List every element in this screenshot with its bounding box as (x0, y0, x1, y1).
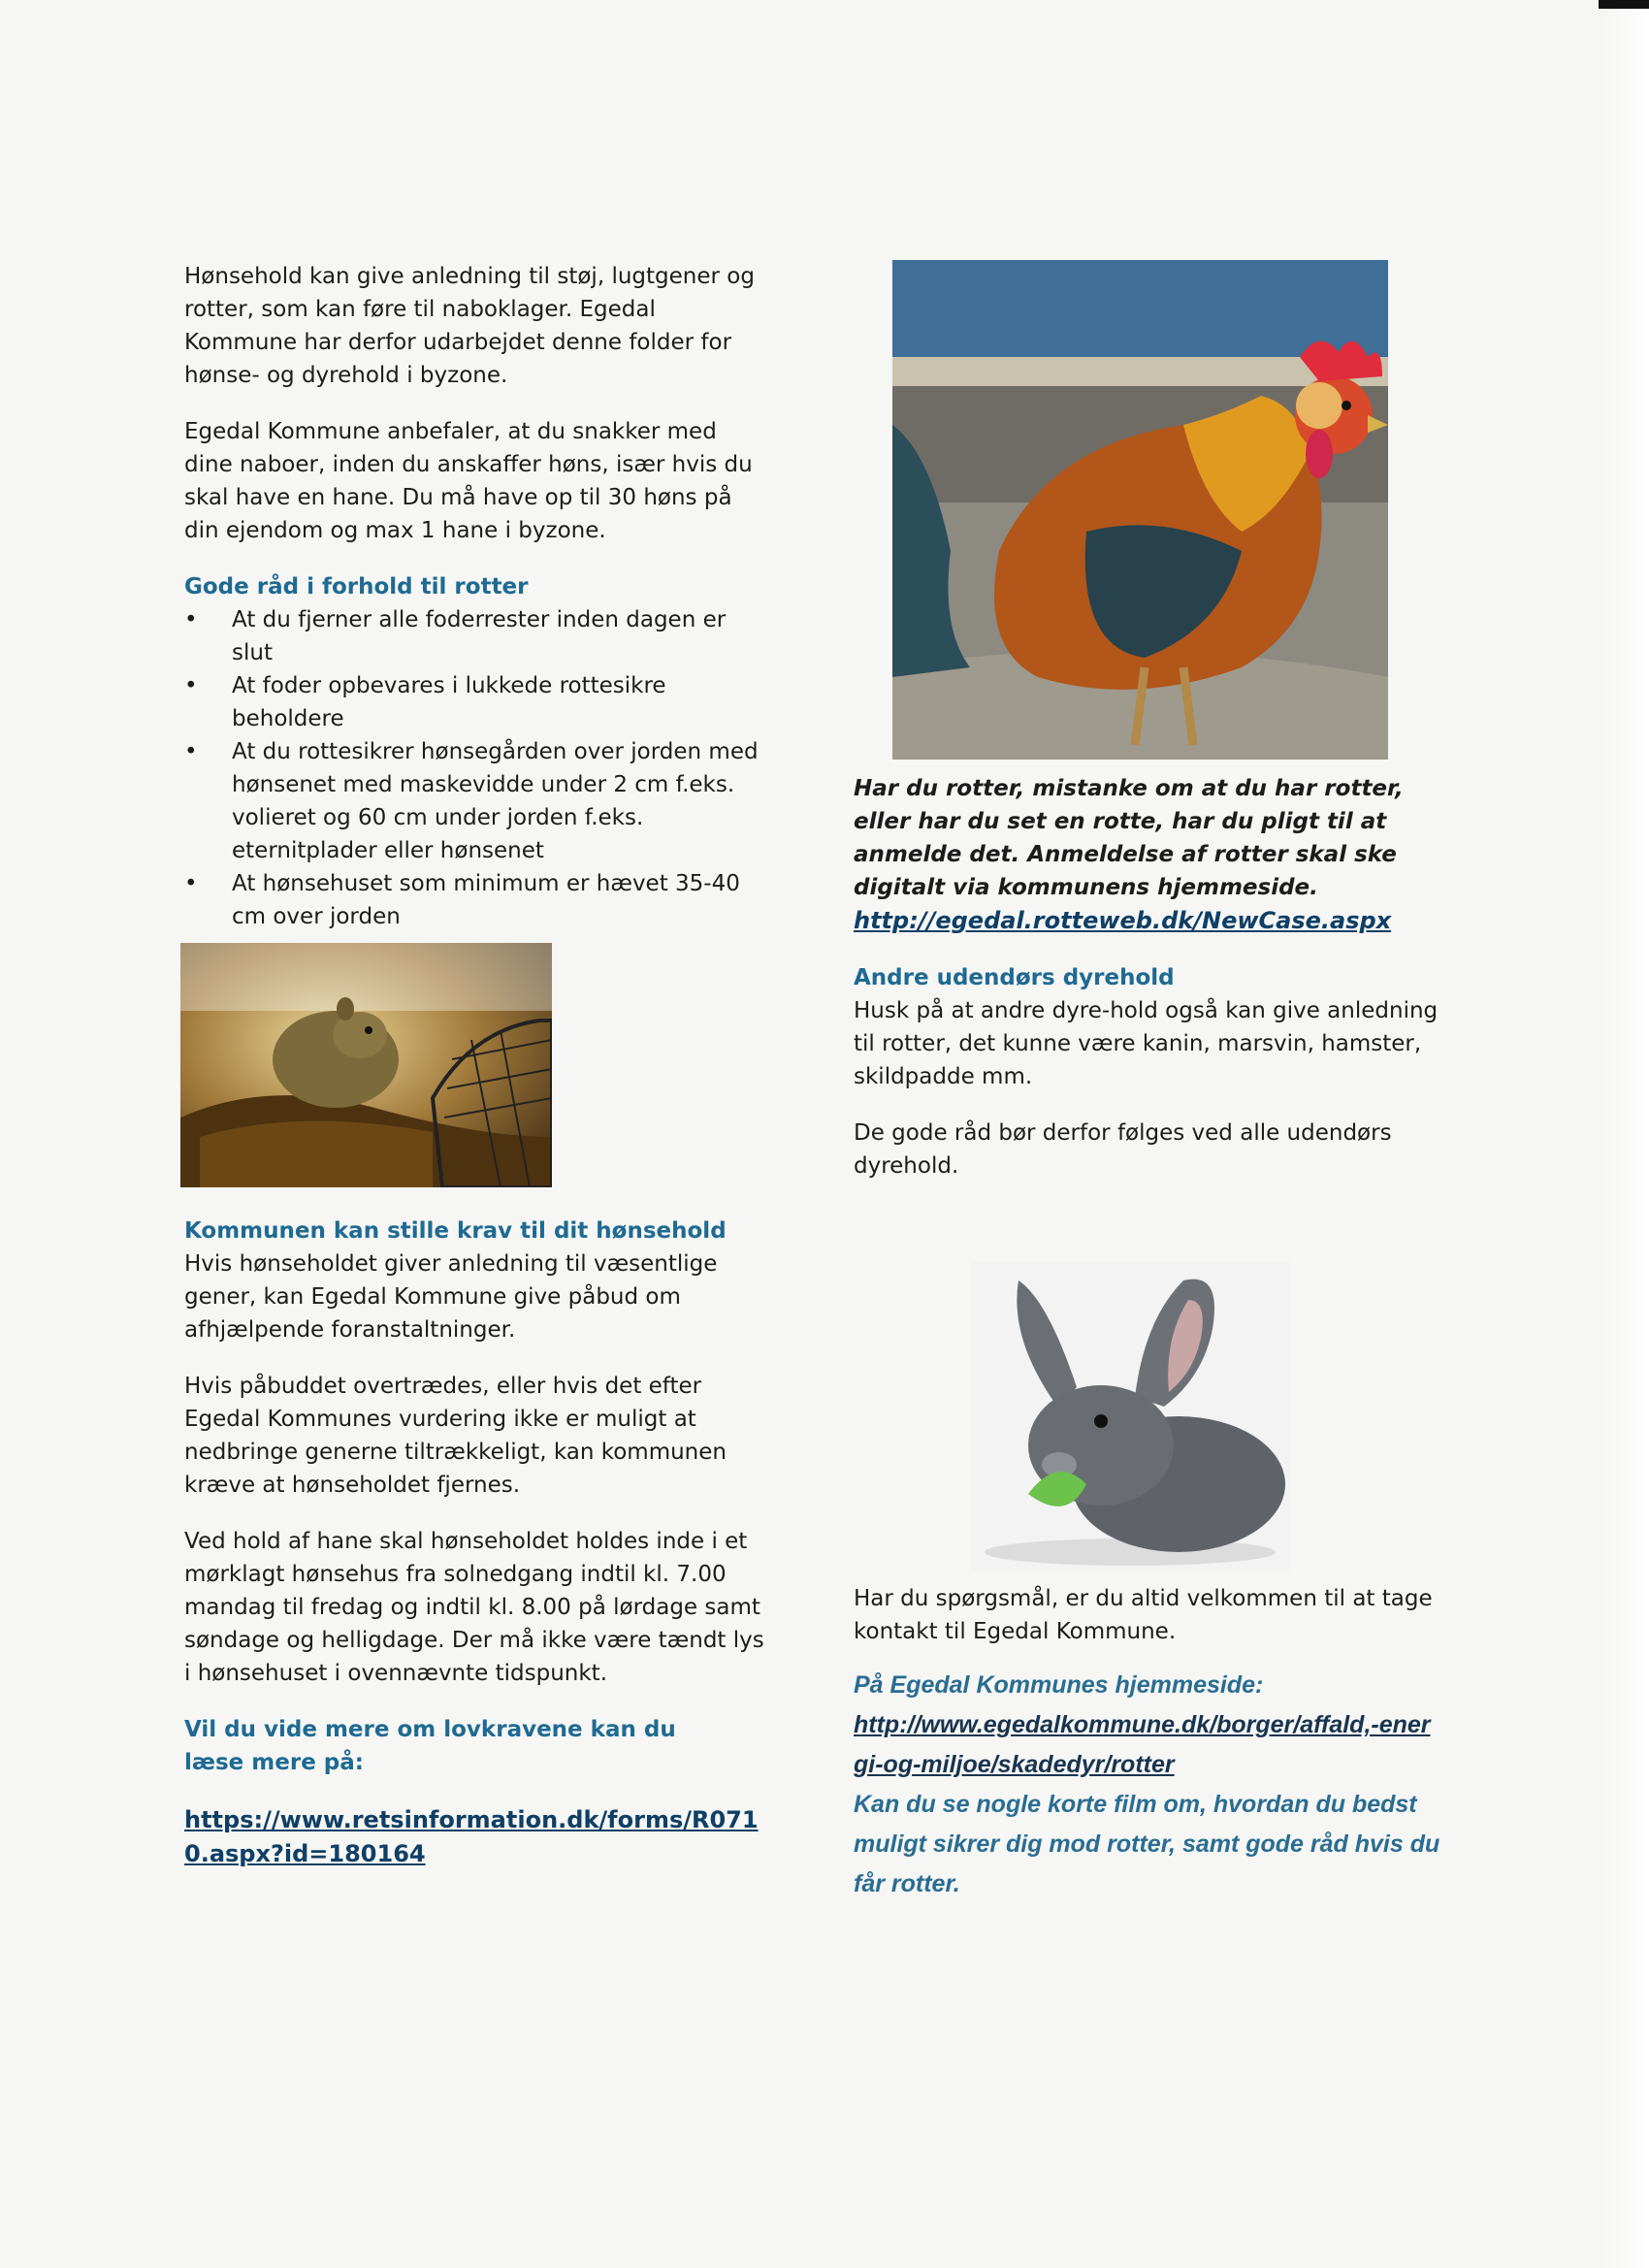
contact-section (854, 1582, 1455, 1904)
rat-advice-list (184, 603, 766, 933)
law-link[interactable]: https://www.retsinformation.dk/forms/R0710.aspx?id=180164 (184, 1806, 759, 1867)
demand-paragraph-1: Hvis hønseholdet giver anledning til væsentlige gener, kan Egedal Kommune give påbud om afhjælpende foranstaltninger. (184, 1251, 718, 1343)
website-link[interactable]: http://www.egedalkommune.dk/borger/affald,-energi-og-miljoe/skadedyr/rotter (854, 1711, 1431, 1778)
list-item: • At du rottesikrer hønsegården over jorden med hønsenet med maskevidde under 2 cm f.eks. volieret og 60 cm under jorden f.eks. eternitplader eller hønsenet (184, 735, 766, 867)
contact-paragraph: Har du spørgsmål, er du altid velkommen til at tage kontakt til Egedal Kommune. (854, 1586, 1433, 1644)
other-animals-heading: Andre udendørs dyrehold (854, 965, 1175, 990)
film-paragraph: Kan du se nogle korte film om, hvordan du bedst muligt sikrer dig mod rotter, samt gode råd hvis du får rotter. (854, 1791, 1440, 1897)
website-heading: På Egedal Kommunes hjemmeside: (854, 1671, 1264, 1699)
recommendation-paragraph: Egedal Kommune anbefaler, at du snakker med dine naboer, inden du anskaffer høns, især hvis du skal have en hane. Du må have op til 30 høns på din ejendom og max 1 hane i byzone. (184, 419, 753, 543)
other-animals-paragraph-2: De gode råd bør derfor følges ved alle udendørs dyrehold. (854, 1120, 1392, 1179)
rat-advice-heading: Gode råd i forhold til rotter (184, 574, 529, 599)
list-item: • At hønsehuset som minimum er hævet 35-40 cm over jorden (184, 867, 766, 933)
report-link[interactable]: http://egedal.rotteweb.dk/NewCase.aspx (854, 907, 1392, 934)
degu-photo (180, 943, 552, 1187)
list-item: • At foder opbevares i lukkede rottesikre beholdere (184, 669, 766, 735)
other-animals-paragraph-1: Husk på at andre dyre-hold også kan give anledning til rotter, det kunne være kanin, marsvin, hamster, skildpadde mm. (854, 998, 1439, 1089)
scan-edge (1602, 0, 1649, 2268)
law-heading: Vil du vide mere om lovkravene kan du læse mere på: (184, 1717, 676, 1775)
rabbit-photo (970, 1261, 1290, 1571)
demand-heading: Kommunen kan stille krav til dit hønsehold (184, 1218, 727, 1244)
intro-paragraph: Hønsehold kan give anledning til støj, lugtgener og rotter, som kan føre til naboklager. Egedal Kommune har derfor udarbejdet denne folder for hønse- og dyrehold i byzone. (184, 264, 755, 388)
rooster-rules-paragraph: Ved hold af hane skal hønseholdet holdes inde i et mørklagt hønsehus fra solnedgang indtil kl. 7.00 mandag til fredag og indtil kl. 8.00 på lørdage samt søndage og helligdage. Der må ikke være tændt lys i hønsehuset i ovennævnte tidspunkt. (184, 1529, 764, 1686)
rooster-photo (892, 260, 1388, 760)
list-item: • At du fjerner alle foderrester inden dagen er slut (184, 603, 766, 669)
right-column (854, 772, 1455, 1183)
scan-corner-mark (1599, 0, 1649, 9)
demand-paragraph-2: Hvis påbuddet overtrædes, eller hvis det efter Egedal Kommunes vurdering ikke er muligt at nedbringe generne tiltrækkeligt, kan kommunen kræve at hønseholdet fjernes. (184, 1374, 727, 1498)
rat-report-text: Har du rotter, mistanke om at du har rotter, eller har du set en rotte, har du pligt til at anmelde det. Anmeldelse af rotter skal ske digitalt via kommunens hjemmeside. (854, 776, 1404, 900)
